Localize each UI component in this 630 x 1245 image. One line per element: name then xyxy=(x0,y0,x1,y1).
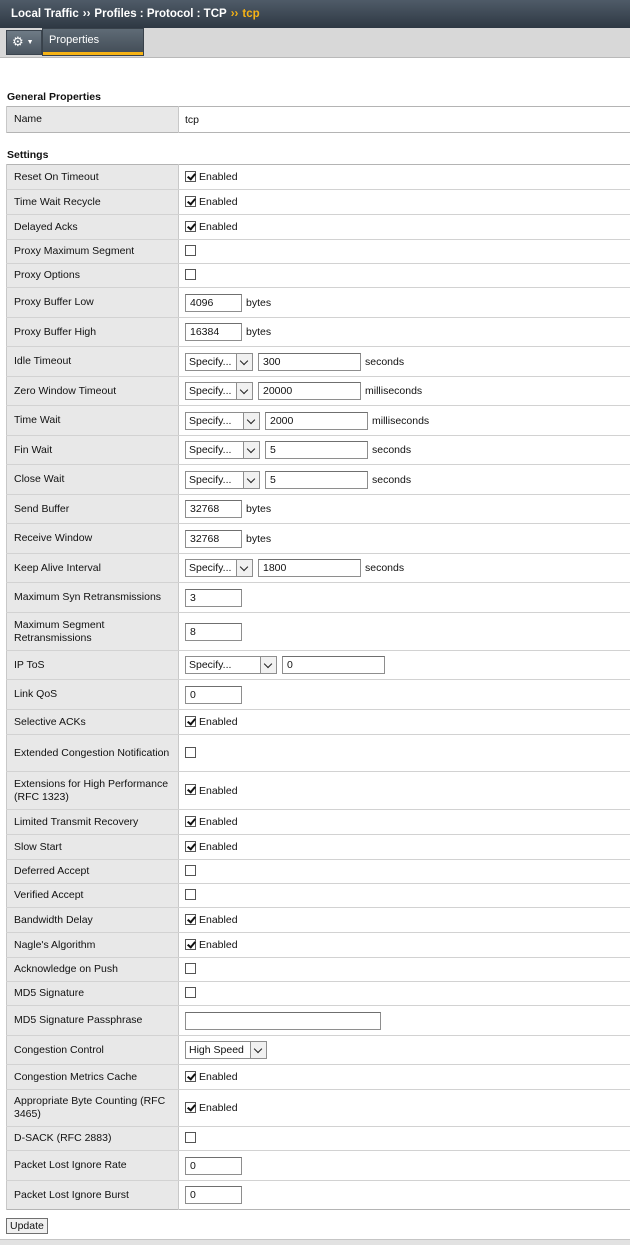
breadcrumb xyxy=(0,0,630,28)
checkbox-label: Enabled xyxy=(199,1102,238,1115)
unit-label: seconds xyxy=(365,355,405,368)
proxy-options-checkbox[interactable] xyxy=(185,269,196,280)
row-label: Proxy Buffer High xyxy=(7,318,179,347)
row-label: D-SACK (RFC 2883) xyxy=(7,1127,179,1151)
general-properties-title: General Properties xyxy=(7,91,101,103)
table-row xyxy=(7,860,630,884)
acknowledge-on-push-checkbox[interactable] xyxy=(185,963,196,974)
chevron-down-icon xyxy=(243,442,259,458)
reset-on-timeout-checkbox[interactable] xyxy=(185,171,196,182)
gear-icon: ⚙ xyxy=(12,34,24,49)
row-label: Acknowledge on Push xyxy=(7,958,179,982)
table-row xyxy=(7,772,630,810)
breadcrumb-current: tcp xyxy=(242,8,260,20)
row-label: Appropriate Byte Counting (RFC 3465) xyxy=(7,1090,179,1127)
deferred-accept-checkbox[interactable] xyxy=(185,865,196,876)
d-sack-checkbox[interactable] xyxy=(185,1132,196,1143)
unit-label: seconds xyxy=(372,473,412,486)
row-label: Limited Transmit Recovery xyxy=(7,810,179,835)
receive-window-input[interactable]: 32768 xyxy=(185,530,242,548)
time-wait-recycle-checkbox[interactable] xyxy=(185,196,196,207)
checkbox-label: Enabled xyxy=(199,914,238,927)
table-row xyxy=(7,884,630,908)
row-label: Receive Window xyxy=(7,524,179,554)
md5-signature-passphrase-input[interactable] xyxy=(185,1012,381,1030)
checkbox-label: Enabled xyxy=(199,816,238,829)
name-label: Name xyxy=(7,107,179,133)
tab-bar xyxy=(0,28,630,58)
idle-timeout-input[interactable]: 300 xyxy=(258,353,361,371)
congestion-metrics-cache-checkbox[interactable] xyxy=(185,1071,196,1082)
select-value: Specify... xyxy=(189,355,232,368)
select-value: Specify... xyxy=(189,385,232,397)
checkbox-label: Enabled xyxy=(199,784,238,797)
row-label: Congestion Control xyxy=(7,1036,179,1065)
table-row xyxy=(7,318,630,347)
table-row xyxy=(7,524,630,554)
tab-properties[interactable]: Properties xyxy=(42,28,144,56)
ip-tos-input[interactable]: 0 xyxy=(282,656,385,674)
chevron-down-icon xyxy=(236,383,252,399)
row-label: Maximum Syn Retransmissions xyxy=(7,583,179,613)
zero-window-timeout-select[interactable] xyxy=(185,382,253,400)
row-label: Delayed Acks xyxy=(7,215,179,240)
window-bottom-edge xyxy=(0,1239,630,1245)
table-row xyxy=(7,554,630,583)
row-label: Time Wait Recycle xyxy=(7,190,179,215)
bandwidth-delay-checkbox[interactable] xyxy=(185,914,196,925)
table-row xyxy=(7,651,630,680)
proxy-maximum-segment-checkbox[interactable] xyxy=(185,245,196,256)
checkbox-label: Enabled xyxy=(199,1071,238,1084)
extensions-high-performance-checkbox[interactable] xyxy=(185,784,196,795)
close-wait-input[interactable]: 5 xyxy=(265,471,368,489)
breadcrumb-profiles-protocol-tcp[interactable]: Profiles : Protocol : TCP xyxy=(94,8,227,20)
checkbox-label: Enabled xyxy=(199,171,238,184)
time-wait-select[interactable] xyxy=(185,412,260,430)
table-row xyxy=(7,710,630,735)
chevron-down-icon xyxy=(236,560,252,576)
keep-alive-interval-input[interactable]: 1800 xyxy=(258,559,361,577)
table-row xyxy=(7,436,630,465)
table-row xyxy=(7,495,630,524)
select-value: Specify... xyxy=(189,473,232,486)
table-row xyxy=(7,1151,630,1181)
row-label: Keep Alive Interval xyxy=(7,554,179,583)
row-label: IP ToS xyxy=(7,651,179,680)
delayed-acks-checkbox[interactable] xyxy=(185,221,196,232)
unit-label: bytes xyxy=(246,503,272,515)
table-row xyxy=(7,377,630,406)
row-label: Packet Lost Ignore Burst xyxy=(7,1181,179,1210)
max-segment-retransmissions-input[interactable]: 8 xyxy=(185,623,242,641)
row-label: Idle Timeout xyxy=(7,347,179,377)
table-row xyxy=(7,215,630,240)
slow-start-checkbox[interactable] xyxy=(185,841,196,852)
row-label: Extensions for High Performance (RFC 1323) xyxy=(7,772,179,810)
table-row xyxy=(7,165,630,190)
max-syn-retransmissions-input[interactable]: 3 xyxy=(185,589,242,607)
chevron-down-icon xyxy=(243,472,259,488)
close-wait-select[interactable] xyxy=(185,471,260,489)
table-row xyxy=(7,1065,630,1090)
row-label: Deferred Accept xyxy=(7,860,179,884)
update-button[interactable]: Update xyxy=(6,1218,48,1234)
table-row xyxy=(7,982,630,1006)
link-qos-input[interactable]: 0 xyxy=(185,686,242,704)
extended-congestion-notification-checkbox[interactable] xyxy=(185,747,196,758)
row-label: Proxy Options xyxy=(7,264,179,288)
table-row xyxy=(7,1090,630,1127)
checkbox-label: Enabled xyxy=(199,196,238,209)
name-value xyxy=(179,107,630,133)
table-row xyxy=(7,190,630,215)
breadcrumb-separator: ›› xyxy=(230,8,239,20)
select-value: Specify... xyxy=(189,659,232,671)
row-label: Proxy Buffer Low xyxy=(7,288,179,318)
chevron-down-icon xyxy=(250,1042,266,1058)
select-value: Specify... xyxy=(189,562,232,574)
table-row xyxy=(7,1006,630,1036)
row-label: Fin Wait xyxy=(7,436,179,465)
row-label: Verified Accept xyxy=(7,884,179,908)
row-label: MD5 Signature Passphrase xyxy=(7,1006,179,1036)
table-row xyxy=(7,264,630,288)
row-label: Maximum Segment Retransmissions xyxy=(7,613,179,651)
keep-alive-interval-select[interactable] xyxy=(185,559,253,577)
row-label: MD5 Signature xyxy=(7,982,179,1006)
row-label: Nagle's Algorithm xyxy=(7,933,179,958)
table-row xyxy=(7,680,630,710)
packet-lost-ignore-burst-input[interactable]: 0 xyxy=(185,1186,242,1204)
checkbox-label: Enabled xyxy=(199,221,238,234)
chevron-down-icon: ▼ xyxy=(26,39,34,46)
row-label: Zero Window Timeout xyxy=(7,377,179,406)
name-text: tcp xyxy=(185,113,200,126)
limited-transmit-recovery-checkbox[interactable] xyxy=(185,816,196,827)
row-label: Packet Lost Ignore Rate xyxy=(7,1151,179,1181)
chevron-down-icon xyxy=(243,413,259,429)
ip-tos-select[interactable] xyxy=(185,656,277,674)
table-row xyxy=(7,406,630,436)
unit-label: bytes xyxy=(246,296,272,309)
chevron-down-icon xyxy=(236,354,252,370)
table-row xyxy=(7,735,630,772)
table-row xyxy=(7,613,630,651)
table-row xyxy=(7,1181,630,1210)
verified-accept-checkbox[interactable] xyxy=(185,889,196,900)
settings-table xyxy=(6,164,630,1210)
table-row xyxy=(7,933,630,958)
table-row xyxy=(7,288,630,318)
select-value: Specify... xyxy=(189,414,232,427)
row-label: Time Wait xyxy=(7,406,179,436)
proxy-buffer-low-input[interactable]: 4096 xyxy=(185,294,242,312)
unit-label: seconds xyxy=(365,562,405,574)
breadcrumb-local-traffic[interactable]: Local Traffic xyxy=(11,8,79,20)
row-label: Send Buffer xyxy=(7,495,179,524)
time-wait-input[interactable]: 2000 xyxy=(265,412,368,430)
table-row xyxy=(7,347,630,377)
row-label: Congestion Metrics Cache xyxy=(7,1065,179,1090)
unit-label: milliseconds xyxy=(372,414,430,427)
table-row xyxy=(7,240,630,264)
send-buffer-input[interactable]: 32768 xyxy=(185,500,242,518)
gear-menu-button[interactable] xyxy=(6,30,42,55)
checkbox-label: Enabled xyxy=(199,939,238,952)
table-row xyxy=(7,1036,630,1065)
select-value: High Speed xyxy=(189,1044,244,1056)
unit-label: bytes xyxy=(246,532,272,545)
table-row xyxy=(7,835,630,860)
row-label: Reset On Timeout xyxy=(7,165,179,190)
table-row xyxy=(7,107,630,133)
row-label: Slow Start xyxy=(7,835,179,860)
row-label: Proxy Maximum Segment xyxy=(7,240,179,264)
table-row xyxy=(7,810,630,835)
unit-label: bytes xyxy=(246,326,272,338)
fin-wait-select[interactable] xyxy=(185,441,260,459)
zero-window-timeout-input[interactable]: 20000 xyxy=(258,382,361,400)
fin-wait-input[interactable]: 5 xyxy=(265,441,368,459)
settings-title: Settings xyxy=(7,149,49,161)
selective-acks-checkbox[interactable] xyxy=(185,716,196,727)
chevron-down-icon xyxy=(260,657,276,673)
congestion-control-select[interactable] xyxy=(185,1041,267,1059)
md5-signature-checkbox[interactable] xyxy=(185,987,196,998)
breadcrumb-separator: ›› xyxy=(82,8,91,20)
general-properties-table xyxy=(6,106,630,133)
row-label: Close Wait xyxy=(7,465,179,495)
table-row xyxy=(7,1127,630,1151)
nagles-algorithm-checkbox[interactable] xyxy=(185,939,196,950)
row-label: Extended Congestion Notification xyxy=(7,735,179,772)
appropriate-byte-counting-checkbox[interactable] xyxy=(185,1102,196,1113)
table-row xyxy=(7,908,630,933)
row-label: Link QoS xyxy=(7,680,179,710)
proxy-buffer-high-input[interactable]: 16384 xyxy=(185,323,242,341)
row-label: Selective ACKs xyxy=(7,710,179,735)
idle-timeout-select[interactable] xyxy=(185,353,253,371)
table-row xyxy=(7,958,630,982)
unit-label: milliseconds xyxy=(365,385,423,397)
table-row xyxy=(7,465,630,495)
select-value: Specify... xyxy=(189,444,232,456)
checkbox-label: Enabled xyxy=(199,841,238,854)
unit-label: seconds xyxy=(372,444,412,456)
checkbox-label: Enabled xyxy=(199,716,238,729)
row-label: Bandwidth Delay xyxy=(7,908,179,933)
packet-lost-ignore-rate-input[interactable]: 0 xyxy=(185,1157,242,1175)
table-row xyxy=(7,583,630,613)
